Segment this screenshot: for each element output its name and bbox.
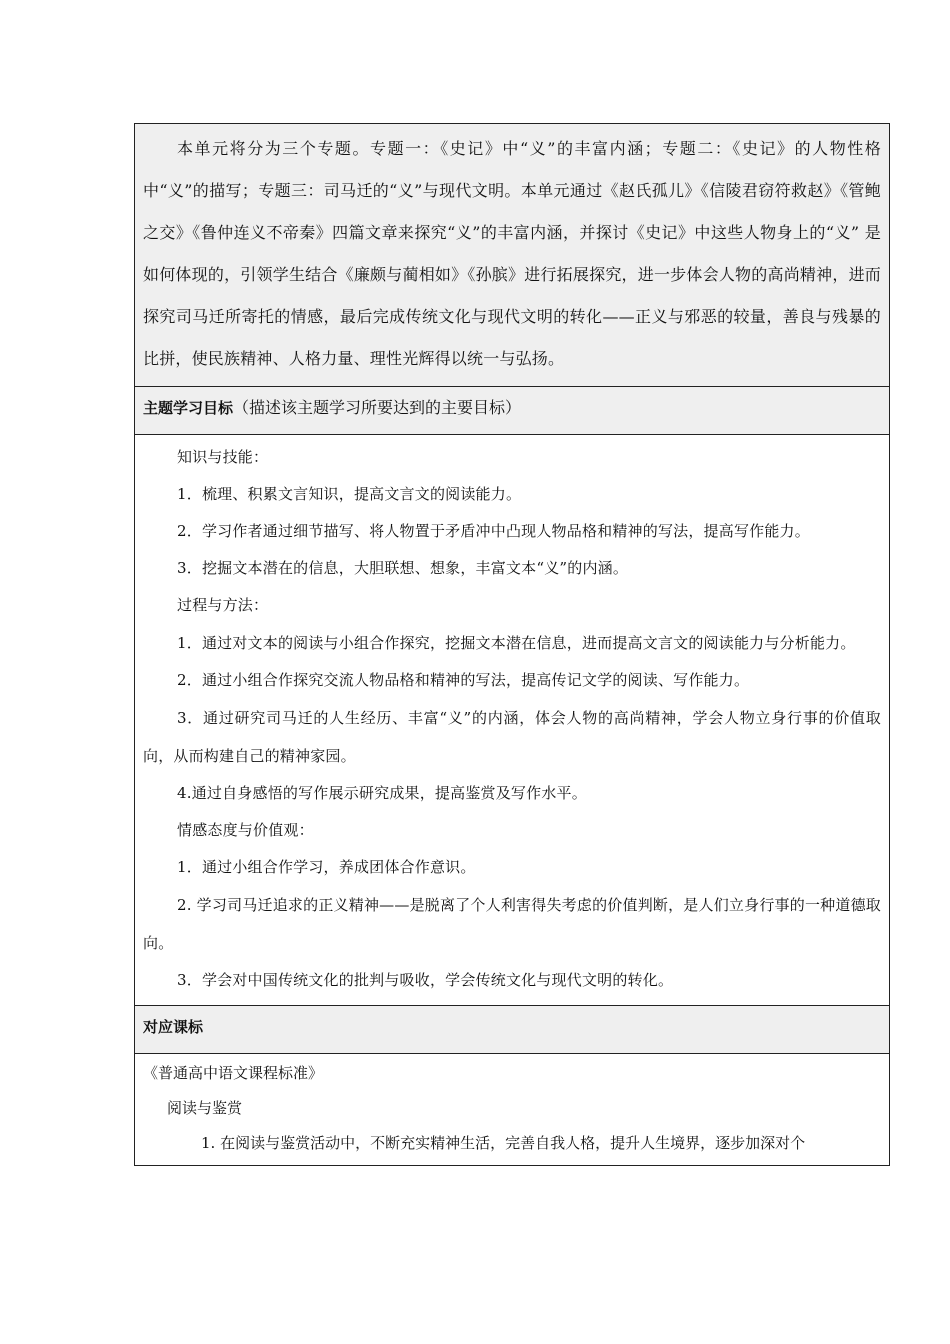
emotion-item: 1．通过小组合作学习，养成团体合作意识。 xyxy=(177,858,476,876)
knowledge-item: 3．挖掘文本潜在的信息，大胆联想、想象，丰富文本“义”的内涵。 xyxy=(177,559,629,577)
emotion-item: 3．学会对中国传统文化的批判与吸收，学会传统文化与现代文明的转化。 xyxy=(177,971,674,989)
plan-table xyxy=(134,123,890,1166)
unit-intro-text: 本单元将分为三个专题。专题一：《史记》中“义”的丰富内涵；专题二：《史记》的人物性格中“义”的描写；专题三：司马迁的“义”与现代文明。本单元通过《赵氏孤儿》《信陵君窃符救赵》《管鲍之交》《鲁仲连义不帝秦》四篇文章来探究“义”的丰富内涵，并探讨《史记》中这些人物身上的“义” 是如何体现的，引领学生结合《廉颇与蔺相如》《孙膑》进行拓展探究，进一步体会人物的高尚精神，进而探究司马迁所寄托的情感，最后完成传统文化与现代文明的转化——正义与邪恶的较量，善良与残暴的比拼，使民族精神、人格力量、理性光辉得以统一与弘扬。 xyxy=(143,139,881,368)
goals-header-title: 主题学习目标 xyxy=(143,399,234,417)
standards-section-title: 阅读与鉴赏 xyxy=(167,1099,243,1117)
standards-book-title: 《普通高中语文课程标准》 xyxy=(143,1064,324,1082)
standards-header-title: 对应课标 xyxy=(143,1018,204,1036)
process-item: 3．通过研究司马迁的人生经历、丰富“义”的内涵，体会人物的高尚精神，学会人物立身行事的价值取向，从而构建自己的精神家园。 xyxy=(143,709,881,765)
process-title: 过程与方法： xyxy=(177,596,269,614)
standards-cell xyxy=(135,1053,889,1165)
process-item: 2．通过小组合作探究交流人物品格和精神的写法，提高传记文学的阅读、写作能力。 xyxy=(177,671,750,689)
standards-header-cell xyxy=(135,1005,889,1053)
knowledge-item: 2．学习作者通过细节描写、将人物置于矛盾冲中凸现人物品格和精神的写法，提高写作能力。 xyxy=(177,522,810,540)
knowledge-item: 1．梳理、积累文言知识，提高文言文的阅读能力。 xyxy=(177,485,522,503)
emotion-item: 2. 学习司马迁追求的正义精神——是脱离了个人利害得失考虑的价值判断，是人们立身行事的一种道德取向。 xyxy=(143,896,881,952)
process-item: 1．通过对文本的阅读与小组合作探究，挖掘文本潜在信息，进而提高文言文的阅读能力与分析能力。 xyxy=(177,634,856,652)
process-item: 4.通过自身感悟的写作展示研究成果，提高鉴赏及写作水平。 xyxy=(177,784,587,802)
unit-intro-cell xyxy=(135,124,889,386)
goals-cell xyxy=(135,434,889,1005)
standards-item: 1. 在阅读与鉴赏活动中，不断充实精神生活，完善自我人格，提升人生境界，逐步加深对个 xyxy=(201,1134,806,1152)
goals-header-note: （描述该主题学习所要达到的主要目标） xyxy=(233,398,522,417)
knowledge-title: 知识与技能： xyxy=(177,448,269,466)
goals-header-cell xyxy=(135,386,889,434)
emotion-title: 情感态度与价值观： xyxy=(177,821,314,839)
